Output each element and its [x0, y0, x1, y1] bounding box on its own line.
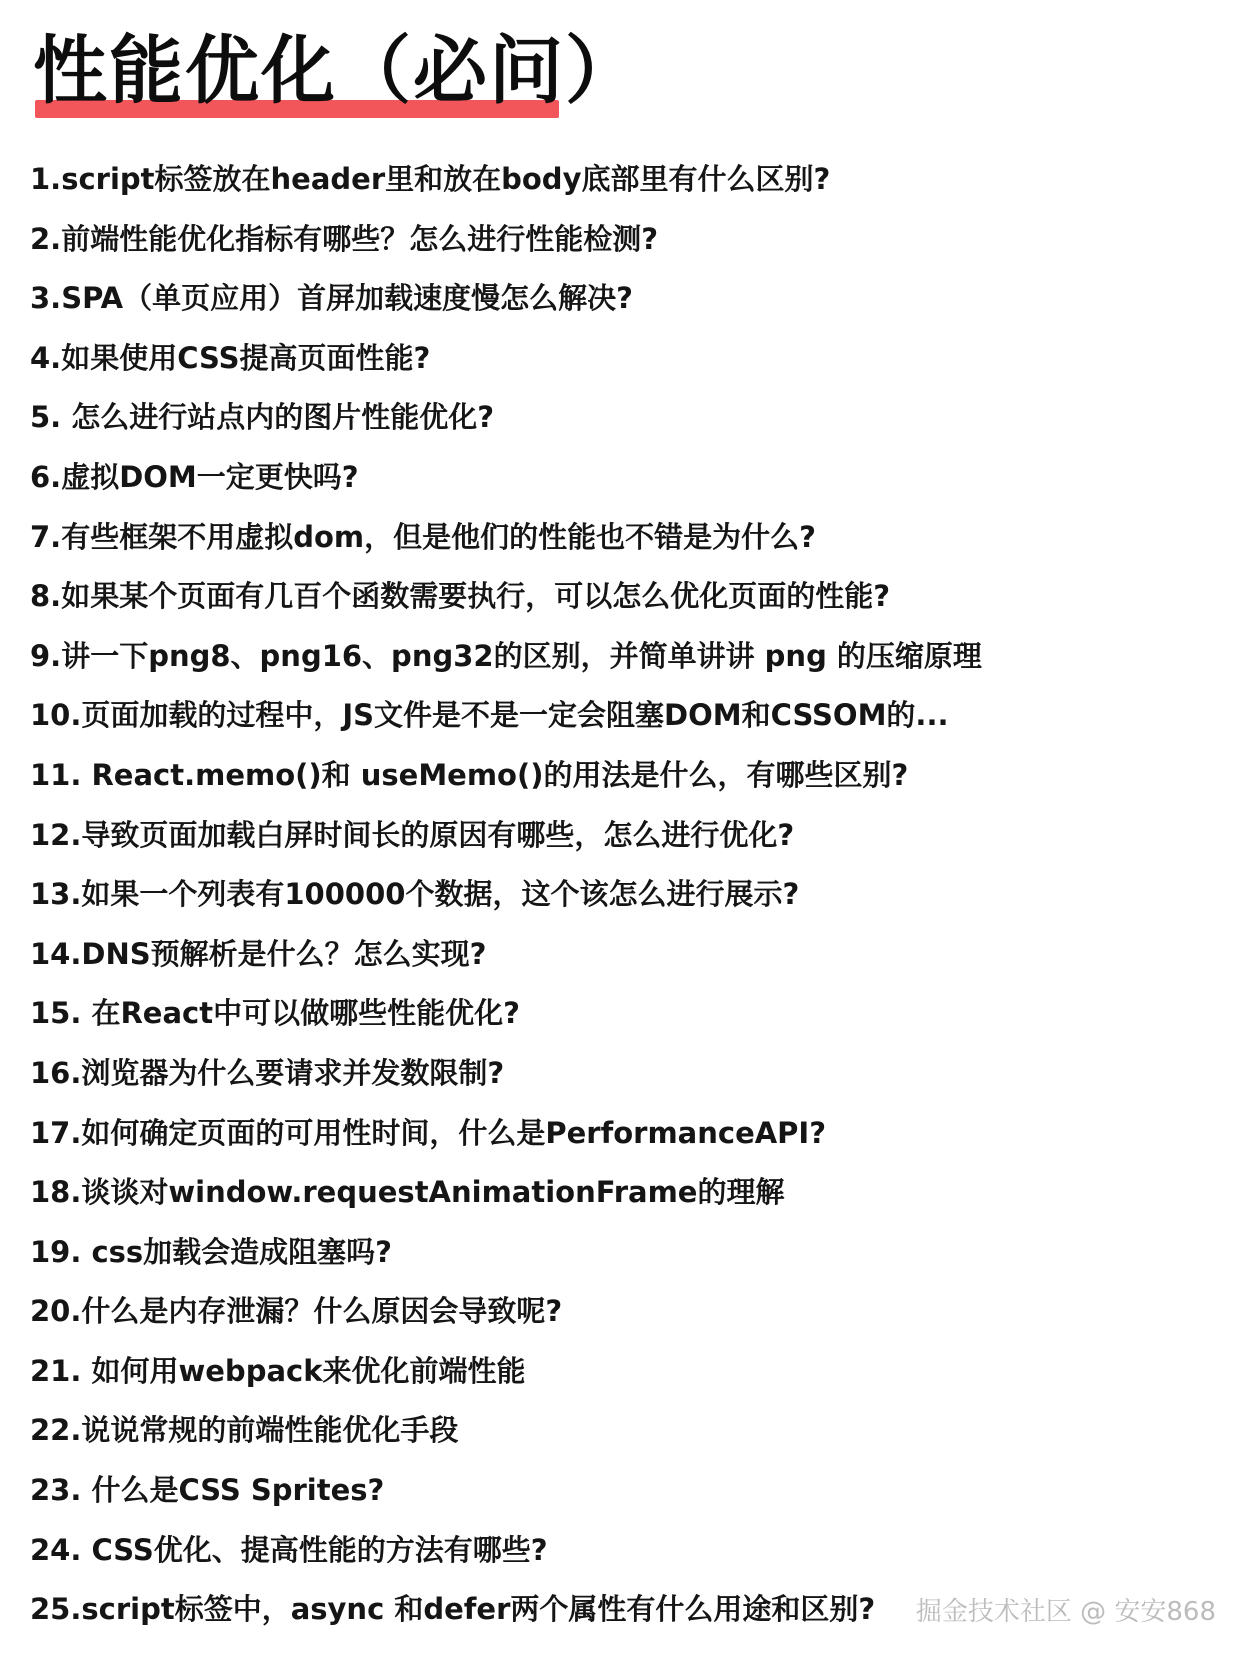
- question-item: 19. css加载会造成阻塞吗?: [30, 1234, 393, 1269]
- question-item: 10.页面加载的过程中，JS文件是不是一定会阻塞DOM和CSSOM的...: [30, 698, 949, 733]
- question-item: 13.如果一个列表有100000个数据，这个该怎么进行展示?: [30, 877, 800, 912]
- question-item: 7.有些框架不用虚拟dom，但是他们的性能也不错是为什么?: [30, 519, 816, 554]
- question-item: 4.如果使用CSS提高页面性能?: [30, 340, 431, 375]
- question-item: 18.谈谈对window.requestAnimationFrame的理解: [30, 1175, 785, 1210]
- question-item: 14.DNS预解析是什么？怎么实现?: [30, 936, 487, 971]
- title-block: [33, 28, 641, 124]
- question-item: 6.虚拟DOM一定更快吗?: [30, 459, 359, 494]
- question-item: 11. React.memo()和 useMemo()的用法是什么，有哪些区别?: [30, 757, 909, 792]
- question-item: 22.说说常规的前端性能优化手段: [30, 1413, 459, 1448]
- question-item: 23. 什么是CSS Sprites?: [30, 1473, 385, 1508]
- question-list: [30, 150, 1220, 1640]
- question-item: 25.script标签中，async 和defer两个属性有什么用途和区别?: [30, 1592, 876, 1627]
- question-item: 9.讲一下png8、png16、png32的区别，并简单讲讲 png 的压缩原理: [30, 638, 982, 673]
- question-item: 20.什么是内存泄漏？什么原因会导致呢?: [30, 1294, 563, 1329]
- question-item: 17.如何确定页面的可用性时间，什么是PerformanceAPI?: [30, 1115, 827, 1150]
- question-item: 5. 怎么进行站点内的图片性能优化?: [30, 400, 495, 435]
- question-item: 15. 在React中可以做哪些性能优化?: [30, 996, 520, 1031]
- question-item: 16.浏览器为什么要请求并发数限制?: [30, 1055, 505, 1090]
- page-title: 性能优化（必问）: [33, 28, 641, 114]
- question-item: 21. 如何用webpack来优化前端性能: [30, 1353, 526, 1388]
- question-item: 2.前端性能优化指标有哪些？怎么进行性能检测?: [30, 221, 659, 256]
- question-item: 12.导致页面加载白屏时间长的原因有哪些，怎么进行优化?: [30, 817, 795, 852]
- question-item: 1.script标签放在header里和放在body底部里有什么区别?: [30, 162, 831, 196]
- question-item: 3.SPA（单页应用）首屏加载速度慢怎么解决?: [30, 281, 633, 316]
- watermark: 掘金技术社区 @ 安安868: [915, 1597, 1216, 1627]
- question-item: 24. CSS优化、提高性能的方法有哪些?: [30, 1532, 548, 1567]
- question-item: 8.如果某个页面有几百个函数需要执行，可以怎么优化页面的性能?: [30, 579, 891, 614]
